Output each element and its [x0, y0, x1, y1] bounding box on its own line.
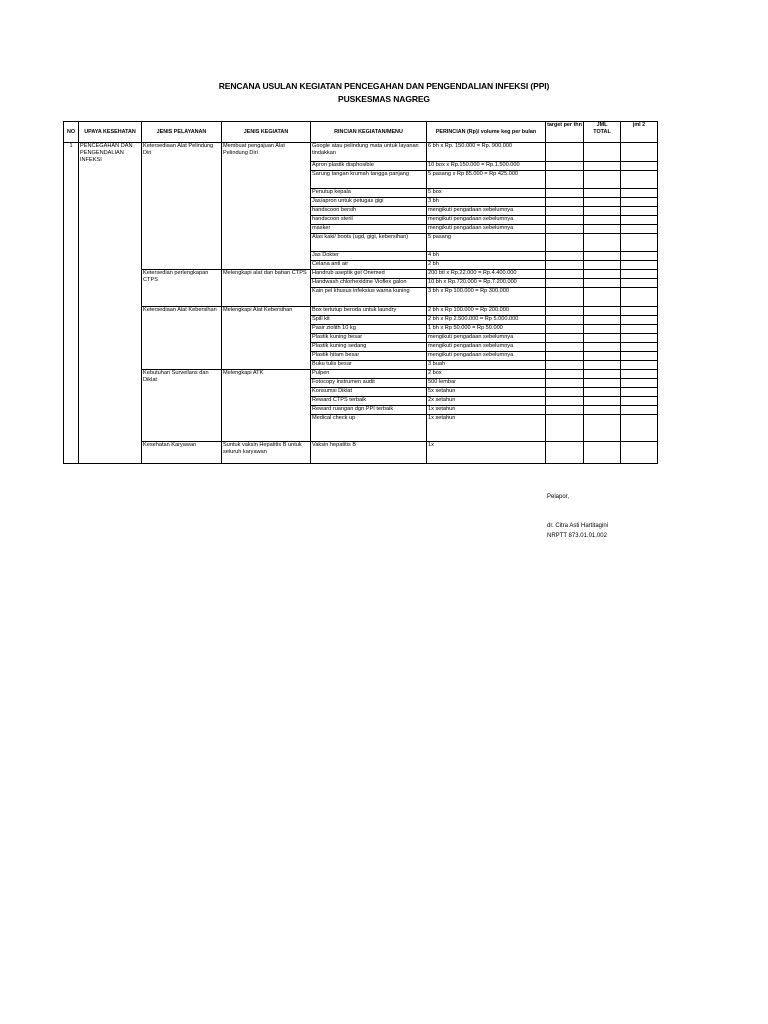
table-row	[64, 370, 658, 379]
cell-empty	[584, 198, 621, 207]
cell-empty	[546, 252, 584, 261]
document-title: RENCANA USULAN KEGIATAN PENCEGAHAN DAN PENGENDALIAN INFEKSI (PPI)	[218, 81, 550, 91]
cell-empty	[621, 370, 658, 379]
header-upaya: UPAYA KESEHATAN	[79, 122, 142, 143]
cell-empty	[621, 307, 658, 316]
cell-empty	[621, 406, 658, 415]
document-subtitle: PUSKESMAS NAGREG	[338, 94, 430, 104]
cell-rincian: handscoon bersih	[311, 207, 427, 216]
cell-perincian: 2x setahun	[427, 397, 546, 406]
signature-nrptt: NRPTT 873.01.01.002	[547, 533, 607, 539]
cell-perincian: 5x setahun	[427, 388, 546, 397]
cell-empty	[546, 261, 584, 270]
cell-perincian: 6 bh x Rp. 150.000 = Rp. 900.000	[427, 143, 546, 162]
cell-perincian: 1x setahun	[427, 406, 546, 415]
cell-kegiatan: Melengkapi Alat Kebersihan	[222, 307, 311, 370]
cell-empty	[621, 207, 658, 216]
cell-empty	[546, 225, 584, 234]
cell-rincian: Celana anti air	[311, 261, 427, 270]
cell-empty	[584, 207, 621, 216]
cell-empty	[621, 143, 658, 162]
cell-empty	[584, 288, 621, 307]
cell-empty	[584, 352, 621, 361]
table-row	[64, 270, 658, 279]
cell-empty	[621, 352, 658, 361]
cell-perincian: 200 btl x Rp.22.000 = Rp.4.400.000	[427, 270, 546, 279]
cell-empty	[584, 171, 621, 189]
cell-perincian: 2 box	[427, 370, 546, 379]
cell-rincian: Vaksin hepatitis B	[311, 442, 427, 464]
cell-rincian: Plastik kuning sedang	[311, 343, 427, 352]
cell-pelayanan: Kesehatan Karyawan	[142, 442, 222, 464]
cell-empty	[621, 415, 658, 442]
cell-empty	[621, 270, 658, 279]
cell-perincian: 1 bh x Rp 50.000 = Rp 50.000	[427, 325, 546, 334]
header-kegiatan: JENIS KEGIATAN	[222, 122, 311, 143]
cell-perincian: mengikuti pengadaan sebelumnya	[427, 352, 546, 361]
cell-rincian: Pasir ziolith 10 kg	[311, 325, 427, 334]
cell-empty	[546, 325, 584, 334]
cell-empty	[546, 397, 584, 406]
cell-empty	[621, 198, 658, 207]
cell-empty	[584, 252, 621, 261]
cell-empty	[546, 361, 584, 370]
cell-empty	[584, 370, 621, 379]
cell-empty	[546, 162, 584, 171]
header-pelayanan: JENIS PELAYANAN	[142, 122, 222, 143]
cell-perincian: mengikuti pengadaan sebelumnya	[427, 225, 546, 234]
cell-perincian: 4 bh	[427, 252, 546, 261]
cell-empty	[584, 307, 621, 316]
cell-empty	[546, 415, 584, 442]
cell-kegiatan: Melengkapi ATK	[222, 370, 311, 442]
cell-perincian: 3 bh	[427, 198, 546, 207]
cell-empty	[546, 352, 584, 361]
cell-empty	[621, 343, 658, 352]
header-jml-label: JML	[596, 122, 608, 128]
cell-empty	[584, 334, 621, 343]
cell-perincian: 2 bh x Rp 100.000 = Rp 200.000	[427, 307, 546, 316]
cell-empty	[546, 279, 584, 288]
cell-empty	[546, 442, 584, 464]
cell-empty	[584, 143, 621, 162]
cell-rincian: masker	[311, 225, 427, 234]
cell-kegiatan: Melengkapi alat dan bahan CTPS	[222, 270, 311, 307]
cell-empty	[621, 162, 658, 171]
cell-rincian: Box tertutup beroda untuk laundry	[311, 307, 427, 316]
cell-empty	[584, 415, 621, 442]
cell-empty	[584, 216, 621, 225]
signature-label: Pelapor,	[547, 494, 570, 500]
cell-perincian: 3 bh x Rp 100.000 = Rp 300.000	[427, 288, 546, 307]
cell-empty	[584, 234, 621, 252]
cell-empty	[546, 143, 584, 162]
cell-empty	[584, 325, 621, 334]
cell-rincian: Spill kit	[311, 316, 427, 325]
cell-empty	[584, 406, 621, 415]
cell-empty	[621, 216, 658, 225]
cell-rincian: Penutup kepala	[311, 189, 427, 198]
cell-perincian: 5 box	[427, 189, 546, 198]
cell-empty	[546, 388, 584, 397]
header-no: NO	[64, 122, 79, 143]
cell-empty	[621, 261, 658, 270]
cell-rincian: Jas/apron untuk petugas gigi	[311, 198, 427, 207]
cell-perincian: 1x	[427, 442, 546, 464]
cell-empty	[584, 361, 621, 370]
cell-rincian: Apron plastik disphosible	[311, 162, 427, 171]
cell-empty	[546, 288, 584, 307]
cell-empty	[584, 442, 621, 464]
cell-perincian: mengikuti pengadaan sebelumnya	[427, 343, 546, 352]
cell-perincian: 5 pasang x Rp 85.000 = Rp 425.000	[427, 171, 546, 189]
cell-empty	[584, 225, 621, 234]
cell-perincian: mengikuti pengadaan sebelumnya	[427, 216, 546, 225]
cell-empty	[621, 252, 658, 261]
cell-empty	[621, 189, 658, 198]
cell-empty	[621, 279, 658, 288]
cell-empty	[546, 334, 584, 343]
cell-rincian: Buku tulis besar	[311, 361, 427, 370]
cell-empty	[584, 397, 621, 406]
cell-empty	[621, 225, 658, 234]
cell-pelayanan: Kebutuhan Surveilans dan Diklat	[142, 370, 222, 442]
header-row	[64, 122, 658, 143]
cell-rincian: Plastik hitam besar	[311, 352, 427, 361]
cell-empty	[584, 279, 621, 288]
cell-rincian: Jas Dokter	[311, 252, 427, 261]
cell-perincian: 1x setahun	[427, 415, 546, 442]
cell-empty	[546, 307, 584, 316]
cell-rincian: Reward CTPS terbaik	[311, 397, 427, 406]
cell-pelayanan: Ketersedian perlengkapan CTPS	[142, 270, 222, 307]
cell-perincian: mengikuti pengadaan sebelumnya	[427, 207, 546, 216]
cell-rincian: handscoon steril	[311, 216, 427, 225]
cell-empty	[621, 316, 658, 325]
cell-kegiatan: Suntuk vaksin Hepatitis B untuk seluruh karyawan	[222, 442, 311, 464]
cell-empty	[621, 234, 658, 252]
header-perincian: PERINCIAN (Rp)/ volume keg per bulan	[427, 122, 546, 143]
cell-rincian: Handrub aseptik gel Onemed	[311, 270, 427, 279]
cell-perincian: 10 bh x Rp.720.000 = Rp.7.200.000	[427, 279, 546, 288]
cell-empty	[584, 388, 621, 397]
cell-rincian: Handwash chlorhexidine Vioflex galon	[311, 279, 427, 288]
cell-pelayanan: Ketersediaan Alat Pelindung Diri	[142, 143, 222, 270]
cell-empty	[621, 334, 658, 343]
cell-kegiatan: Membuat pengajuan Alat Pelindung Diri	[222, 143, 311, 270]
table-row	[64, 307, 658, 316]
cell-empty	[546, 370, 584, 379]
cell-empty	[546, 171, 584, 189]
cell-perincian: 3 buah	[427, 361, 546, 370]
cell-rincian: Medical check up	[311, 415, 427, 442]
cell-empty	[621, 361, 658, 370]
cell-empty	[546, 189, 584, 198]
cell-empty	[621, 442, 658, 464]
header-jml2: jml 2	[621, 122, 658, 143]
cell-empty	[546, 207, 584, 216]
cell-rincian: Google atau pelindung mata untuk layanan tindakkan	[311, 143, 427, 162]
cell-rincian: Fotocopy instrumen audit	[311, 379, 427, 388]
cell-perincian: mengikuti pengadaan sebelumnya	[427, 334, 546, 343]
header-target: target per thn	[546, 122, 584, 143]
signature-name: dr. Citra Asti Hartitagini	[547, 523, 609, 529]
cell-rincian: Pulpen	[311, 370, 427, 379]
cell-empty	[546, 379, 584, 388]
header-jml	[584, 122, 621, 143]
cell-rincian: Konsumsi Diklat	[311, 388, 427, 397]
cell-empty	[546, 270, 584, 279]
cell-empty	[546, 316, 584, 325]
cell-pelayanan: Ketersediaan Alat Kebersihan	[142, 307, 222, 370]
cell-empty	[621, 388, 658, 397]
header-rincian: RINCIAN KEGIATAN/MENU	[311, 122, 427, 143]
cell-rincian: Reward ruangan dgn PPI terbaik	[311, 406, 427, 415]
cell-empty	[584, 261, 621, 270]
cell-empty	[584, 189, 621, 198]
cell-rincian: Sarung tangan krumah tangga panjang	[311, 171, 427, 189]
cell-empty	[546, 198, 584, 207]
cell-empty	[584, 316, 621, 325]
cell-empty	[584, 162, 621, 171]
header-total-upper: TOTAL	[593, 129, 611, 135]
cell-empty	[584, 270, 621, 279]
cell-perincian: 2 bh x Rp 2.500.000 = Rp 5.000.000	[427, 316, 546, 325]
cell-empty	[584, 343, 621, 352]
cell-empty	[546, 406, 584, 415]
cell-upaya: PENCEGAHAN DAN PENGENDALIAN INFEKSI	[79, 143, 142, 464]
cell-perincian: 5 pasang	[427, 234, 546, 252]
table-row	[64, 442, 658, 464]
cell-empty	[621, 288, 658, 307]
cell-perincian: 10 box x Rp.150.000 = Rp.1.500.000	[427, 162, 546, 171]
table-row	[64, 143, 658, 162]
cell-empty	[546, 234, 584, 252]
cell-empty	[546, 216, 584, 225]
cell-empty	[584, 379, 621, 388]
cell-empty	[621, 379, 658, 388]
cell-empty	[621, 397, 658, 406]
cell-perincian: 500 lembar	[427, 379, 546, 388]
cell-empty	[621, 171, 658, 189]
cell-rincian: Alas kaki/ boots (ugd, gigi, kebersihan)	[311, 234, 427, 252]
cell-perincian: 2 bh	[427, 261, 546, 270]
cell-no: 1	[64, 143, 79, 464]
cell-empty	[546, 343, 584, 352]
cell-rincian: Plastik kuning besar	[311, 334, 427, 343]
activity-plan-table	[63, 121, 658, 464]
cell-empty	[621, 325, 658, 334]
cell-rincian: Kain pel khusus infeksius warna kuning	[311, 288, 427, 307]
